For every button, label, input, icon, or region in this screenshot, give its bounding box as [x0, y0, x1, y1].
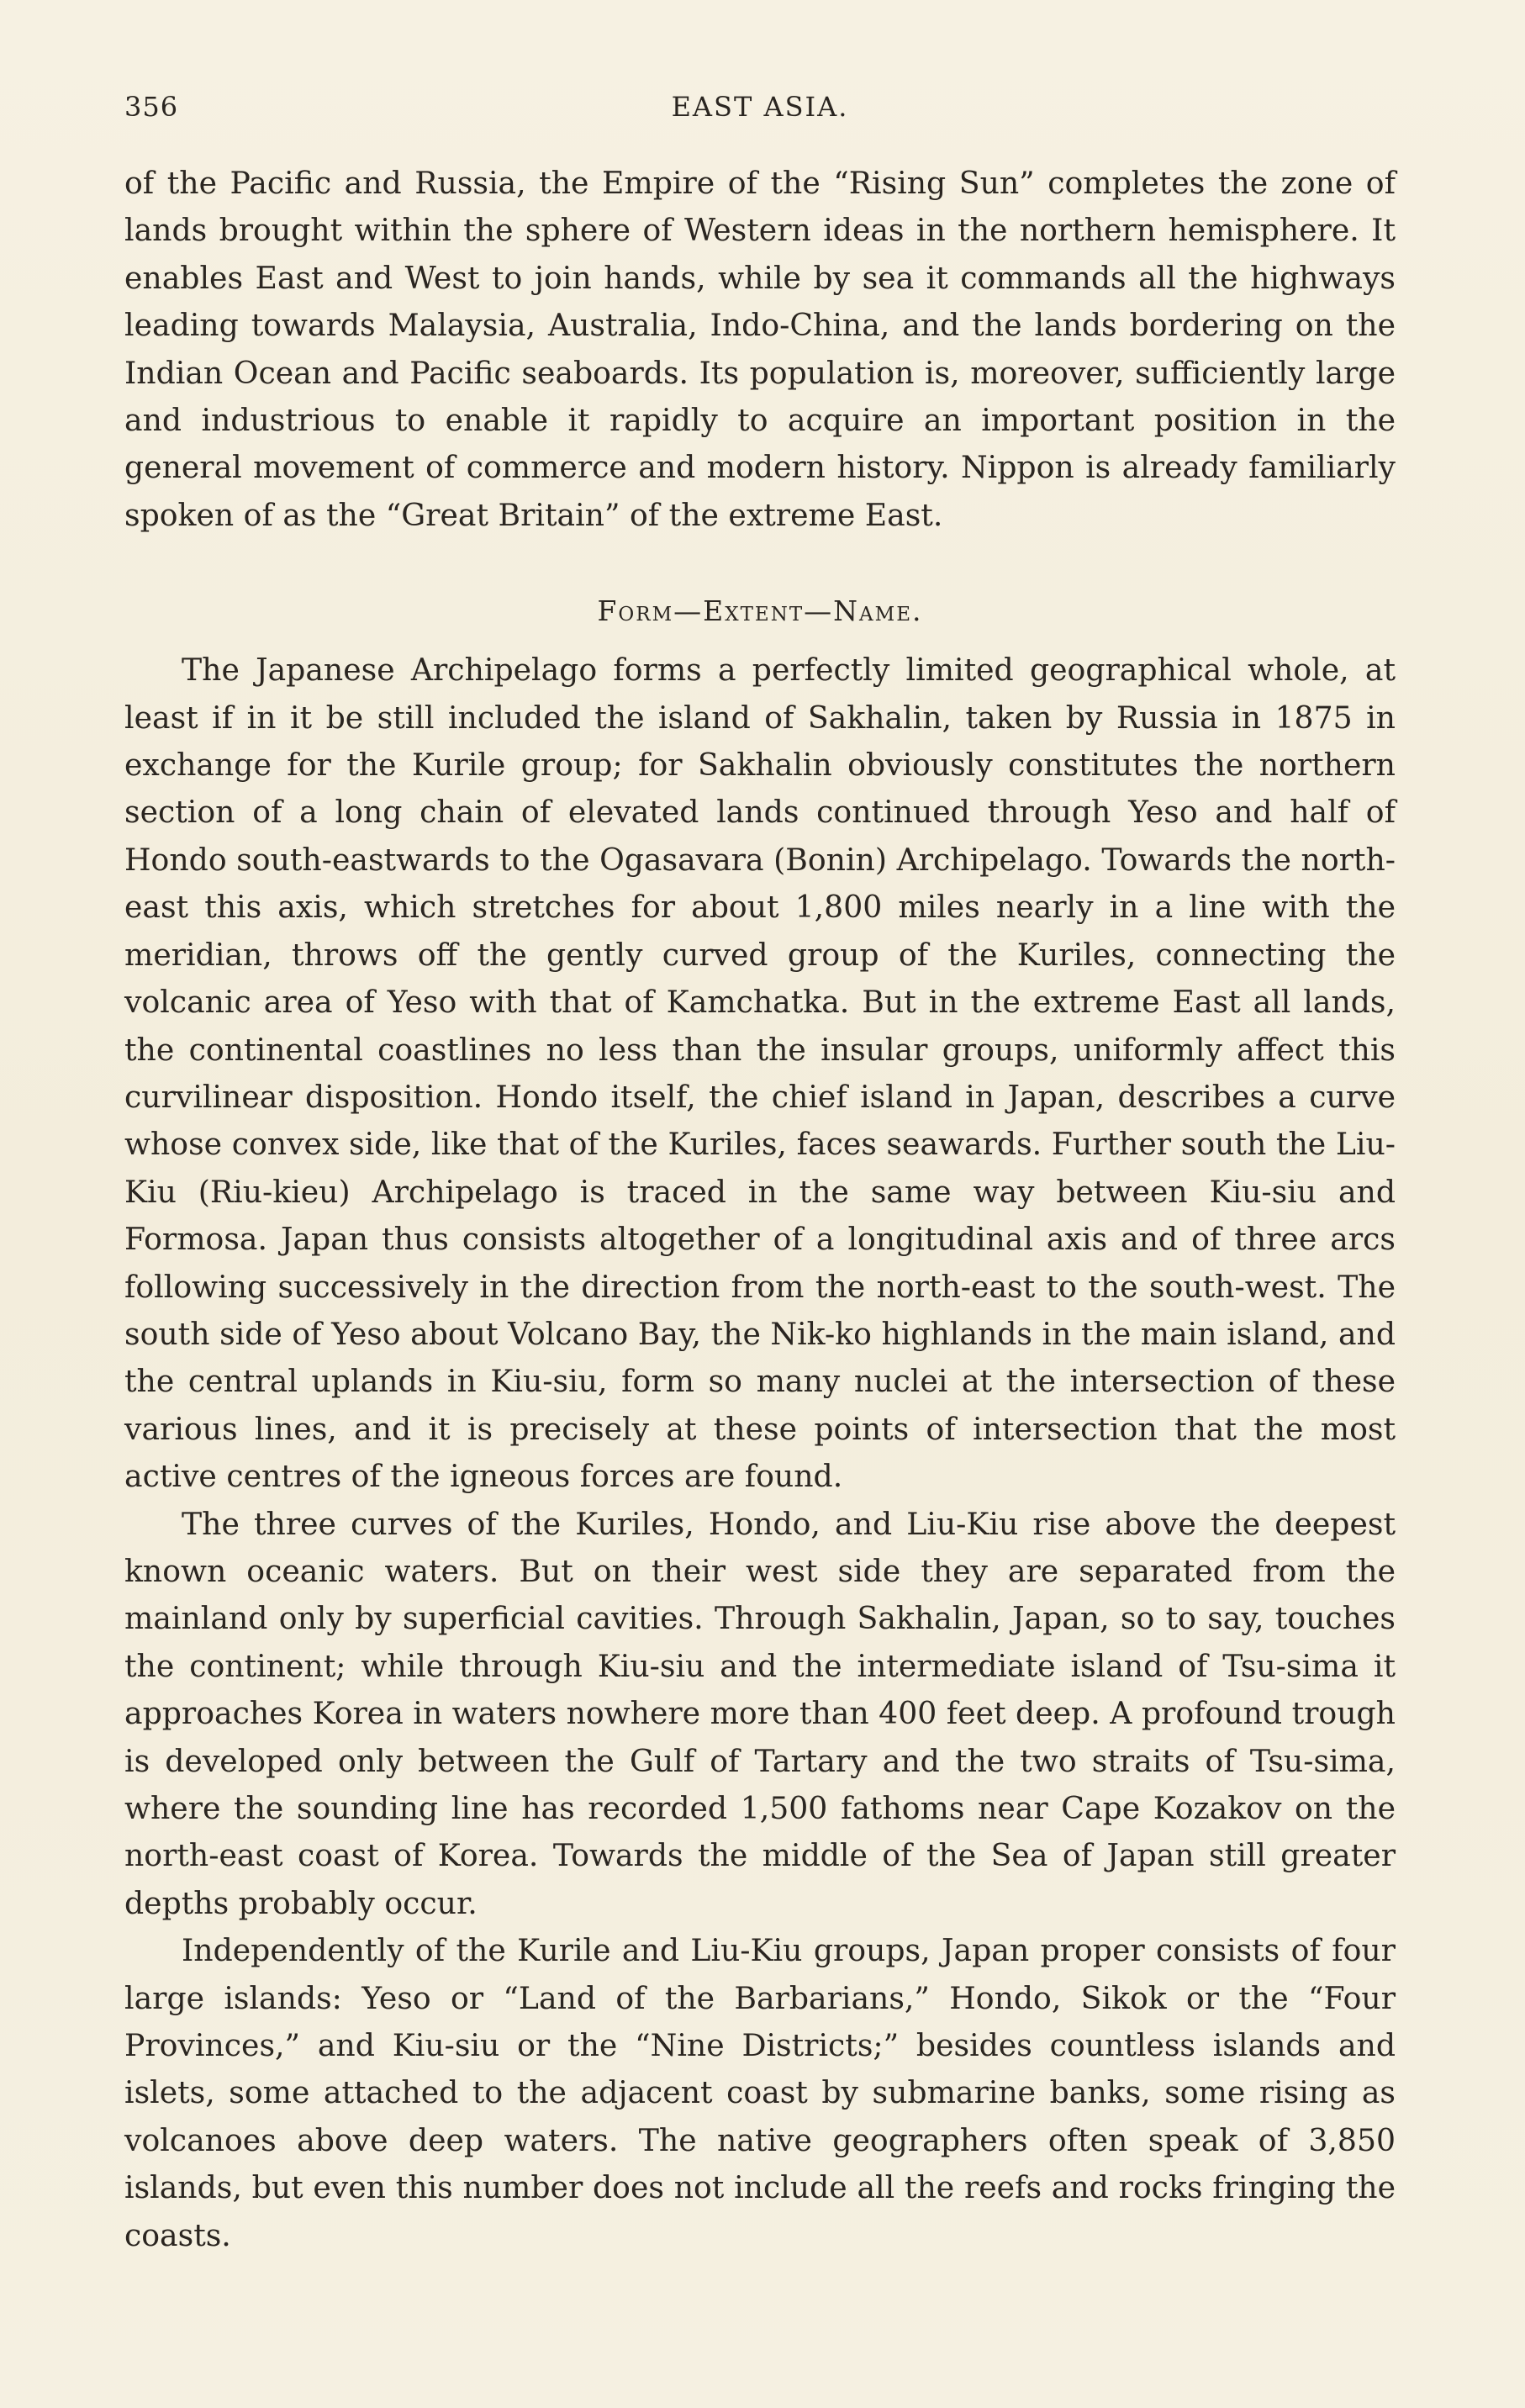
page-number: 356	[124, 91, 179, 123]
running-head	[124, 91, 1396, 128]
body-text	[124, 160, 1396, 2259]
paragraph: The three curves of the Kuriles, Hondo, and Liu-Kiu rise above the deepest known oceanic waters. But on their west side they are separated from the mainland only by superficial cavities. Through Sakhalin, Japan, so to say, touches the continent; while through Kiu-siu and the intermediate island of Tsu-sima it approaches Korea in waters nowhere more than 400 feet deep. A profound trough is developed only between the Gulf of Tartary and the two straits of Tsu-sima, where the sounding line has recorded 1,500 fathoms near Cape Kozakov on the north-east coast of Korea. Towards the middle of the Sea of Japan still greater depths probably occur.	[124, 1505, 1396, 1921]
paragraph: Independently of the Kurile and Liu-Kiu groups, Japan proper consists of four large islands: Yeso or “Land of the Barbarians,” Hondo, Sikok or the “Four Provinces,” and Kiu-siu or the “Nine Districts;” besides countless islands and islets, some attached to the adjacent coast by submarine banks, some rising as volcanoes above deep waters. The native geographers often speak of 3,850 islands, but even this number does not include all the reefs and rocks fringing the coasts.	[124, 1932, 1396, 2253]
paragraph: The Japanese Archipelago forms a perfectly limited geographical whole, at least if in it be still included the island of Sakhalin, taken by Russia in 1875 in exchange for the Kurile group; for Sakhalin obviously constitutes the northern section of a long chain of elevated lands continued through Yeso and half of Hondo south-eastwards to the Ogasavara (Bonin) Archipelago. Towards the north-east this axis, which stretches for about 1,800 miles nearly in a line with the meridian, throws off the gently curved group of the Kuriles, connecting the volcanic area of Yeso with that of Kamchatka. But in the extreme East all lands, the continental coastlines no less than the insular groups, uniformly affect this curvilinear disposition. Hondo itself, the chief island in Japan, describes a curve whose convex side, like that of the Kuriles, faces seawards. Further south the Liu-Kiu (Riu-kieu) Archipelago is traced in the same way between Kiu-siu and Formosa. Japan thus consists altogether of a longitudinal axis and of three arcs following successively in the direction from the north-east to the south-west. The south side of Yeso about Volcano Bay, the Nik-ko highlands in the main island, and the central uplands in Kiu-siu, form so many nuclei at the intersection of these various lines, and it is precisely at these points of intersection that the most active centres of the igneous forces are found.	[124, 652, 1396, 1495]
running-title: EAST ASIA.	[671, 91, 849, 123]
paragraph-continued: of the Pacific and Russia, the Empire of the “Rising Sun” completes the zone of lands brought within the sphere of Western ideas in the northern hemisphere. It enables East and West to join hands, while by sea it commands all the highways leading towards Malaysia, Australia, Indo-China, and the lands bordering on the Indian Ocean and Pacific seaboards. Its population is, moreover, sufficiently large and industrious to enable it rapidly to acquire an important position in the general movement of commerce and modern history. Nippon is already familiarly spoken of as the “Great Britain” of the extreme East.	[124, 165, 1396, 533]
section-heading: Form—Extent—Name.	[597, 594, 923, 628]
